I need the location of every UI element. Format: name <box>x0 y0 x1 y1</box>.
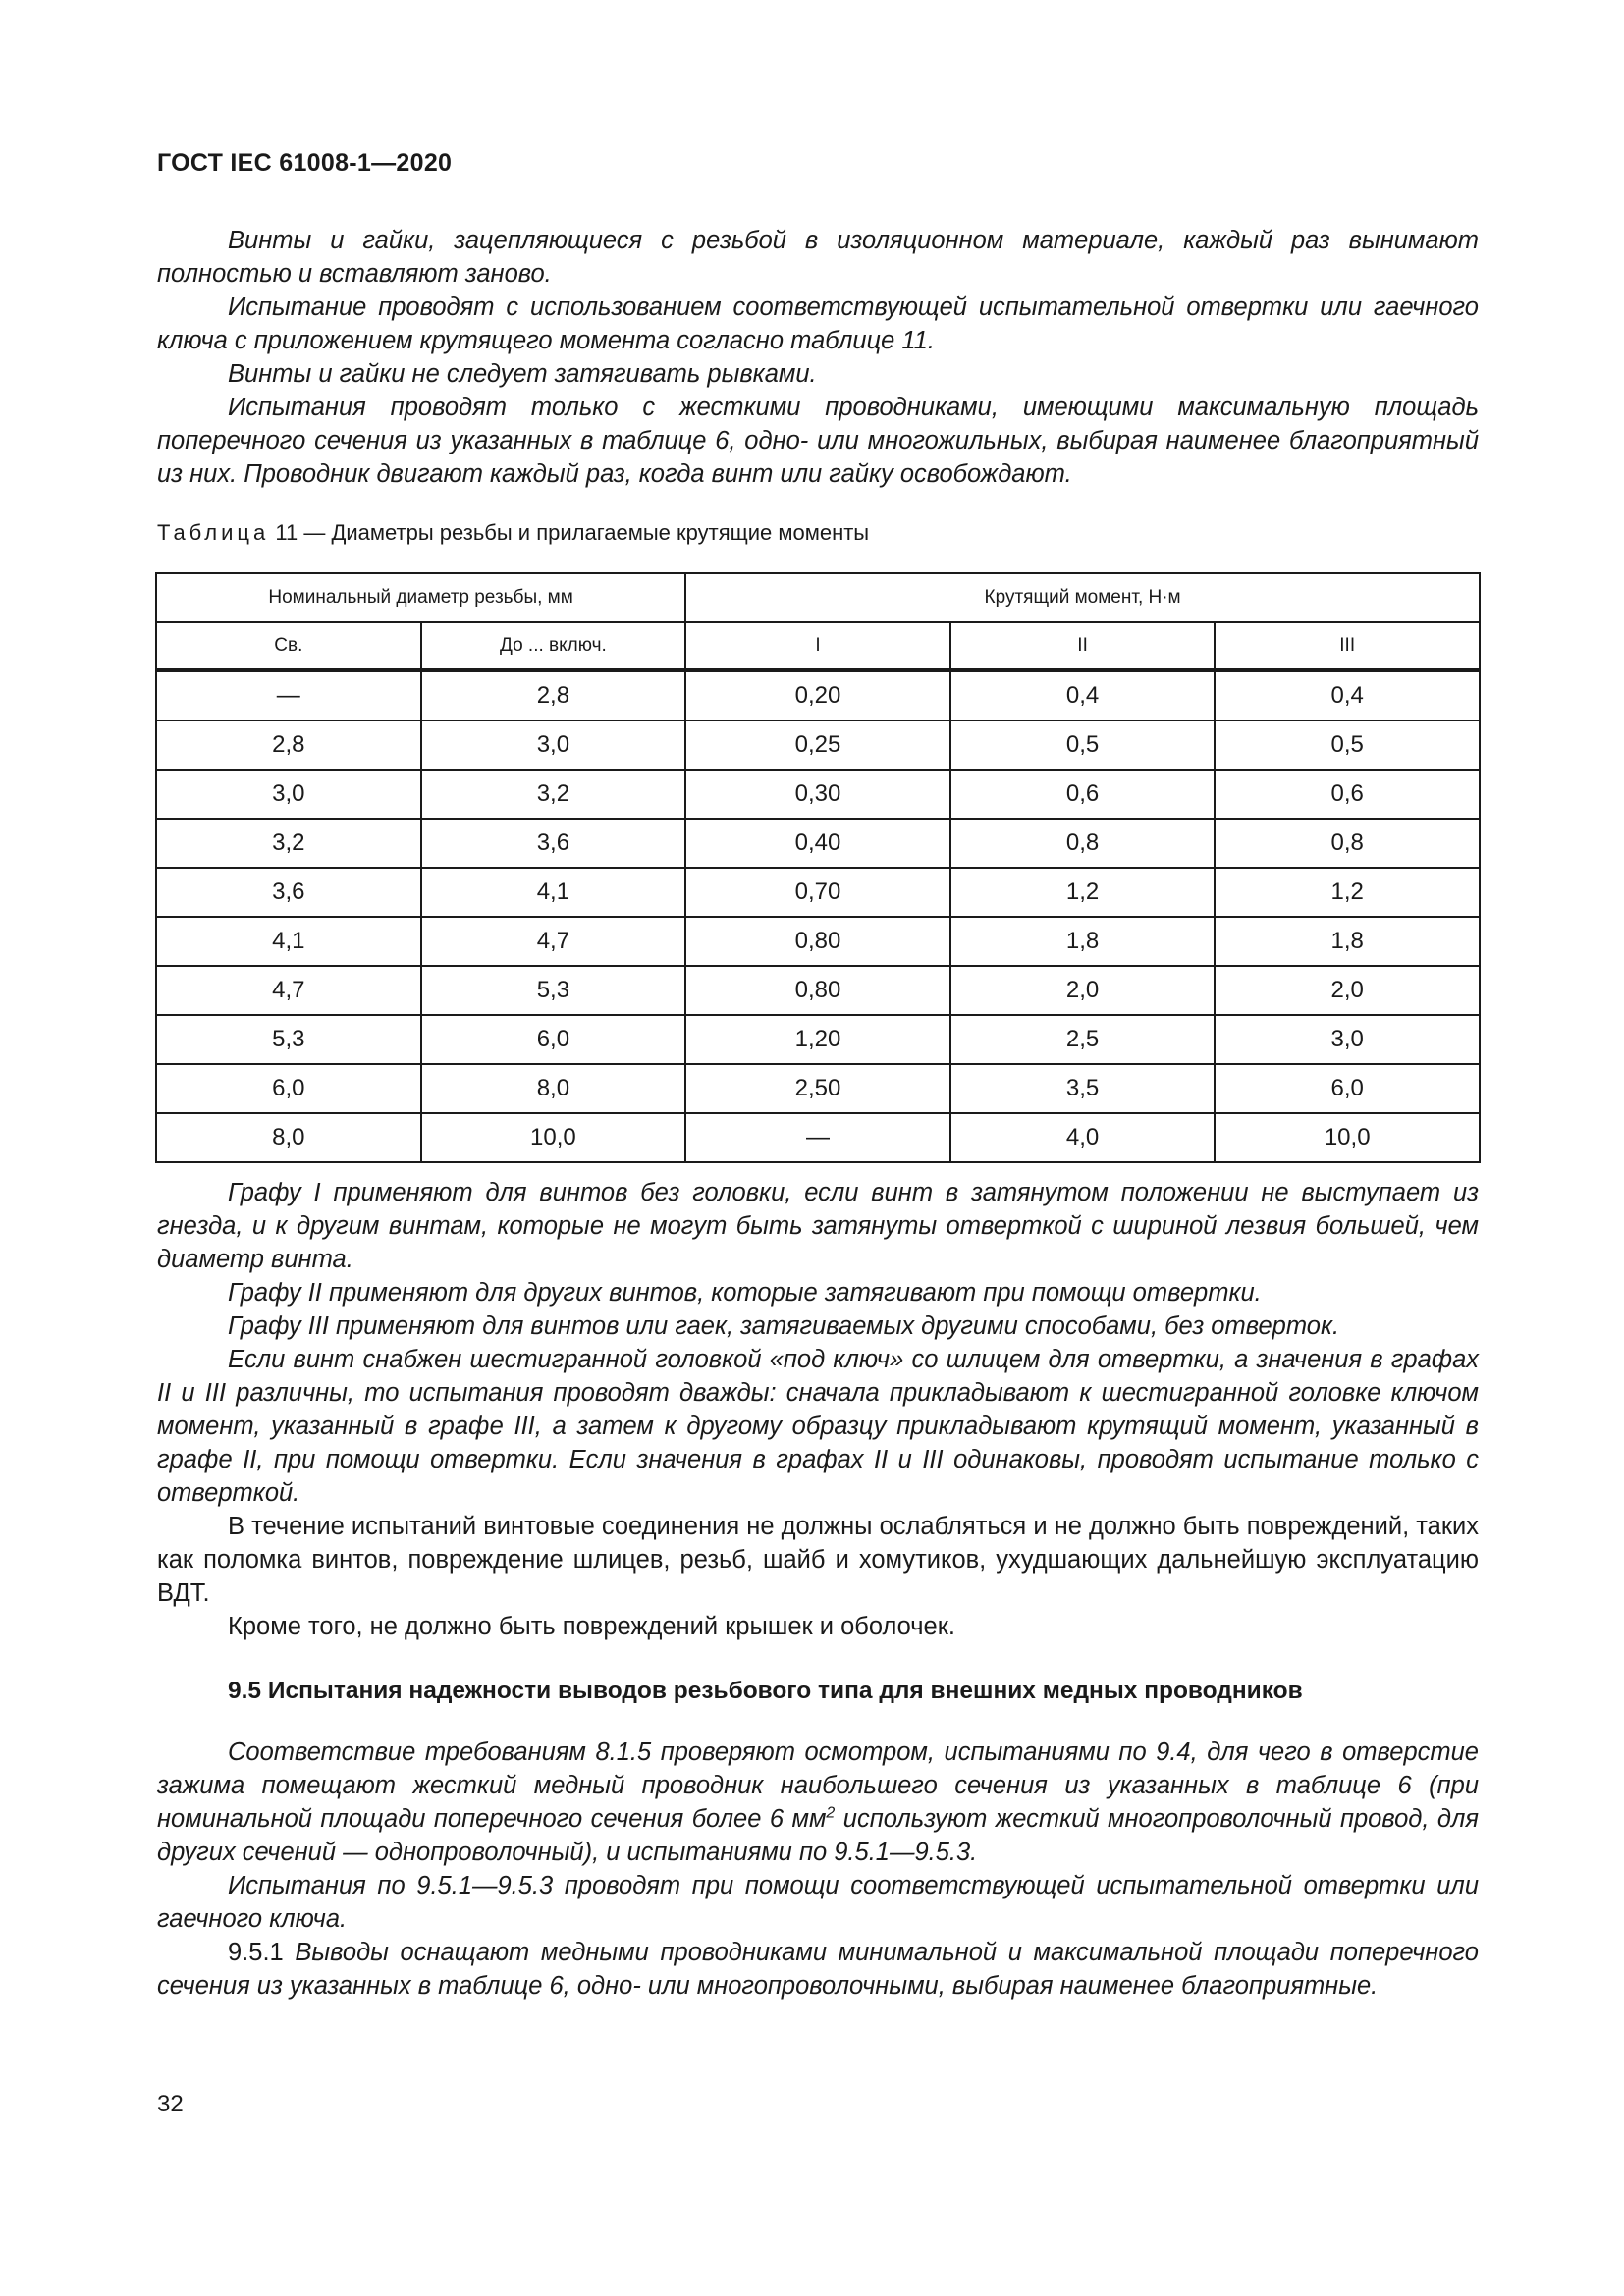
page-number: 32 <box>157 2091 184 2117</box>
table-row <box>156 1064 1480 1113</box>
table-body <box>156 670 1480 1162</box>
table-caption <box>157 520 869 546</box>
paragraph: Испытания проводят только с жесткими проводниками, имеющими максимальную площадь поперечного сечения из указанных в таблице 6, одно- или многожильных, выбирая наименее благоприятный из них. Проводник двигают каждый раз, когда винт или гайку освобождают. <box>157 394 1479 488</box>
group-header-torque: Крутящий момент, Н·м <box>685 573 1480 622</box>
table-cell: 0,5 <box>1215 721 1480 770</box>
paragraph: Испытания по 9.5.1—9.5.3 проводят при помощи соответствующей испытательной отвертки или гаечного ключа. <box>157 1872 1479 1933</box>
intro-section <box>157 224 1479 491</box>
table-row <box>156 670 1480 721</box>
paragraph-text: Соответствие требованиям 8.1.5 проверяют осмотром, испытаниями по 9.4, для чего в отверстие зажима помещают жесткий медный проводник наибольшего сечения из указанных в таблице 6 (при номинальной площади поперечного сечения более 6 мм <box>157 1738 1479 1833</box>
table-cell: 4,7 <box>156 966 421 1015</box>
paragraph: Испытание проводят с использованием соответствующей испытательной отвертки или гаечного ключа с приложением крутящего момента согласно таблице 11. <box>157 294 1479 354</box>
table-cell: 3,5 <box>950 1064 1216 1113</box>
paragraph <box>157 1735 1479 1869</box>
table-cell: 2,50 <box>685 1064 950 1113</box>
table-row <box>156 770 1480 819</box>
table-cell: 4,0 <box>950 1113 1216 1162</box>
table-cell: 0,6 <box>950 770 1216 819</box>
paragraph: Кроме того, не должно быть повреждений крышек и оболочек. <box>228 1613 955 1640</box>
table-cell: 2,0 <box>950 966 1216 1015</box>
table-cell: 5,3 <box>421 966 686 1015</box>
table-cell: 0,4 <box>1215 670 1480 721</box>
paragraph-text: Выводы оснащают медными проводниками минимальной и максимальной площади поперечного сечения из указанных в таблице 6, одно- или многопроволочными, выбирая наименее благоприятные. <box>157 1939 1479 2000</box>
table-row <box>156 917 1480 966</box>
table-cell: 1,8 <box>1215 917 1480 966</box>
table-cell: 1,2 <box>950 868 1216 917</box>
table-cell: 3,2 <box>421 770 686 819</box>
table-cell: 4,1 <box>156 917 421 966</box>
section-body <box>157 1735 1479 2002</box>
table-cell: 4,7 <box>421 917 686 966</box>
paragraph-text: используют жесткий многопроволочный провод, для других сечений — однопроволочный), и испытаниями по 9.5.1—9.5.3. <box>157 1805 1479 1866</box>
table-row <box>156 966 1480 1015</box>
table-row <box>156 819 1480 868</box>
table-cell: 8,0 <box>421 1064 686 1113</box>
document-header: ГОСТ IEC 61008-1—2020 <box>157 149 453 177</box>
column-header: III <box>1215 622 1480 670</box>
paragraph: Графу I применяют для винтов без головки, если винт в затянутом положении не выступает из гнезда, и к другим винтам, которые не могут быть затянуты отверткой с шириной лезвия большей, чем диаметр винта. <box>157 1179 1479 1273</box>
paragraph: Винты и гайки, зацепляющиеся с резьбой в изоляционном материале, каждый раз вынимают полностью и вставляют заново. <box>157 227 1479 288</box>
column-header: II <box>950 622 1216 670</box>
table-cell: 3,2 <box>156 819 421 868</box>
group-header-diameter: Номинальный диаметр резьбы, мм <box>156 573 685 622</box>
table-cell: — <box>685 1113 950 1162</box>
table-cell: 10,0 <box>421 1113 686 1162</box>
notes-section <box>157 1176 1479 1643</box>
table-cell: 1,2 <box>1215 868 1480 917</box>
table-cell: 0,80 <box>685 917 950 966</box>
table-cell: 0,6 <box>1215 770 1480 819</box>
table-cell: 1,8 <box>950 917 1216 966</box>
section-heading: 9.5 Испытания надежности выводов резьбового типа для внешних медных проводников <box>228 1678 1303 1704</box>
table-row <box>156 868 1480 917</box>
paragraph: В течение испытаний винтовые соединения не должны ослабляться и не должно быть повреждений, таких как поломка винтов, повреждение шлицев, резьб, шайб и хомутиков, ухудшающих дальнейшую эксплуатацию ВДТ. <box>157 1513 1479 1607</box>
table-cell: 6,0 <box>421 1015 686 1064</box>
table-caption-text: 11 — Диаметры резьбы и прилагаемые крутящие моменты <box>275 520 870 545</box>
table-cell: 0,4 <box>950 670 1216 721</box>
table-cell: 0,30 <box>685 770 950 819</box>
table-cell: — <box>156 670 421 721</box>
table-cell: 3,0 <box>421 721 686 770</box>
table-cell: 4,1 <box>421 868 686 917</box>
clause-number: 9.5.1 <box>228 1939 284 1966</box>
table-cell: 6,0 <box>156 1064 421 1113</box>
table-cell: 2,8 <box>421 670 686 721</box>
table-cell: 3,0 <box>1215 1015 1480 1064</box>
torque-table <box>155 572 1481 1163</box>
table-cell: 6,0 <box>1215 1064 1480 1113</box>
table-cell: 2,8 <box>156 721 421 770</box>
table-cell: 2,5 <box>950 1015 1216 1064</box>
paragraph: Графу III применяют для винтов или гаек, затягиваемых другими способами, без отверток. <box>228 1312 1340 1340</box>
table-cell: 5,3 <box>156 1015 421 1064</box>
superscript: 2 <box>826 1804 836 1822</box>
table-cell: 1,20 <box>685 1015 950 1064</box>
table-caption-label: Таблица <box>157 520 270 545</box>
column-header: До ... включ. <box>421 622 686 670</box>
table-cell: 0,40 <box>685 819 950 868</box>
table-cell: 10,0 <box>1215 1113 1480 1162</box>
table-cell: 0,80 <box>685 966 950 1015</box>
table-cell: 8,0 <box>156 1113 421 1162</box>
column-header: Св. <box>156 622 421 670</box>
table-row <box>156 1113 1480 1162</box>
table-cell: 0,5 <box>950 721 1216 770</box>
paragraph: Графу II применяют для других винтов, которые затягивают при помощи отвертки. <box>228 1279 1262 1307</box>
column-header: I <box>685 622 950 670</box>
table-cell: 2,0 <box>1215 966 1480 1015</box>
table-cell: 3,6 <box>421 819 686 868</box>
paragraph: Винты и гайки не следует затягивать рывками. <box>228 360 817 388</box>
table-row <box>156 1015 1480 1064</box>
table-cell: 0,8 <box>1215 819 1480 868</box>
table-cell: 0,25 <box>685 721 950 770</box>
table-cell: 3,6 <box>156 868 421 917</box>
paragraph <box>157 1936 1479 2002</box>
paragraph: Если винт снабжен шестигранной головкой «под ключ» со шлицем для отвертки, а значения в графах II и III различны, то испытания проводят дважды: сначала прикладывают к шестигранной головке ключом момент, указанный в графе III, а затем к другому образцу прикладывают крутящий момент, указанный в графе II, при помощи отвертки. Если значения в графах II и III одинаковы, проводят испытание только с отверткой. <box>157 1346 1479 1507</box>
table-row <box>156 721 1480 770</box>
table-cell: 0,8 <box>950 819 1216 868</box>
table-cell: 0,70 <box>685 868 950 917</box>
table-cell: 0,20 <box>685 670 950 721</box>
table-cell: 3,0 <box>156 770 421 819</box>
